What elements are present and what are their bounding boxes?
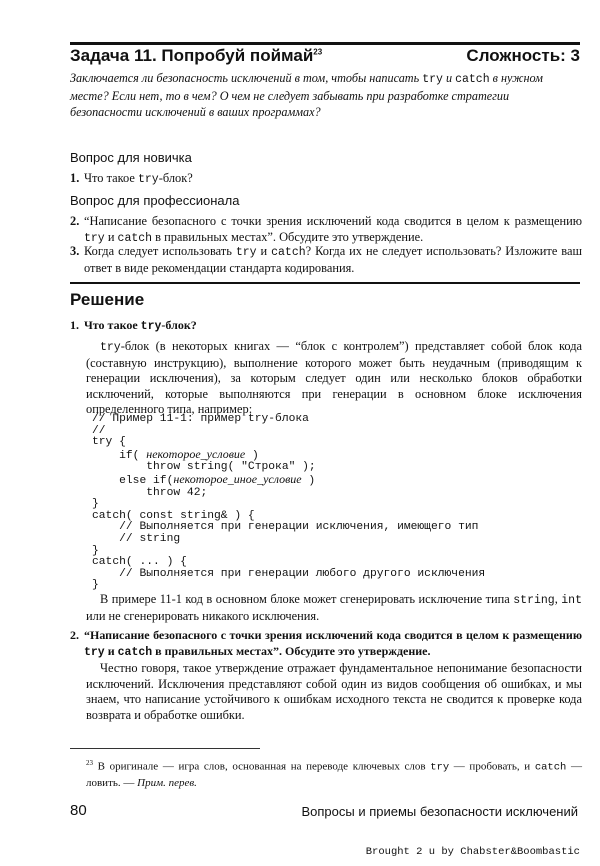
pro-heading: Вопрос для профессионала bbox=[70, 193, 240, 208]
solution-heading: Решение bbox=[70, 290, 145, 309]
complexity-label: Сложность: 3 bbox=[466, 46, 580, 65]
task-intro: Заключается ли безопасность исключений в том, чтобы написать try и catch в нужном месте? Если нет, то в чем? О чем не следует забывать при разработке стратегии безопасности исключений в ваших программах? bbox=[70, 71, 543, 119]
section-rule bbox=[70, 282, 580, 284]
solution-paragraph-1: try-блок (в некоторых книгах — “блок с контролем”) представляет собой блок кода (составную инструкцию), выполнение которого может быть неудачным (приводящим к генерации исключения), за которым следует один или несколько блоков обработки исключений, которые выполняются при генерации в основном блоке исключения определенного типа, например: bbox=[86, 339, 582, 417]
watermark-credit: Brought 2 u by Chabster&Boombastic bbox=[365, 846, 580, 858]
solution-subheading-2: 2. “Написание безопасного с точки зрения исключений кода сводится в целом к размещению try и catch в правильных местах”. Обсудите это утверждение. bbox=[70, 628, 582, 659]
running-title: Вопросы и приемы безопасности исключений bbox=[301, 804, 578, 819]
top-rule bbox=[70, 42, 580, 45]
task-footnote-mark: 23 bbox=[313, 47, 323, 57]
novice-heading: Вопрос для новичка bbox=[70, 150, 192, 165]
footnote-rule bbox=[70, 748, 260, 749]
page-number: 80 bbox=[70, 802, 87, 819]
question-2: 2. “Написание безопасного с точки зрения исключений кода сводится в целом к размещению try и catch в правильных местах”. Обсудите это утверждение. bbox=[70, 214, 582, 245]
task-title: Задача 11. Попробуй поймай$^{23}$ bbox=[70, 46, 323, 65]
solution-subheading-1: 1. Что такое try-блок? bbox=[70, 318, 197, 333]
question-3: 3. Когда следует использовать try и catch? Когда их не следует использовать? Изложите ваш ответ в виде рекомендации стандарта кодирования. bbox=[70, 244, 583, 275]
footnote-23: $^{23}$ В оригинале — игра слов, основанная на переводе ключевых слов try — пробовать, и catch — ловить. — Прим. перев. bbox=[86, 759, 582, 789]
question-1: 1. Что такое try-блок? bbox=[70, 171, 193, 186]
solution-paragraph-2: В примере 11-1 код в основном блоке может сгенерировать исключение типа string, int или не сгенерировать никакого исключения. bbox=[86, 592, 582, 623]
solution-paragraph-3: Честно говоря, такое утверждение отражает фундаментальное непонимание безопасности исключений. Исключения представляют собой один из видов сообщения об ошибках, и мы знаем, что написание устойчивого к ошибкам исходного текста не сводится к проверке кода возврата и обработке ошибки. bbox=[86, 661, 582, 722]
code-example-11-1: // Пример 11-1: пример try-блока // try { if( некоторое_условие ) throw string( "Строка" ); else if(некоторое_иное_условие ) throw 42; } catch( const string& ) { // Выполняется при генерации исключения, имеющего тип // string } catch( ... ) { // Выполняется при генерации любого другого исключения } bbox=[92, 413, 486, 592]
